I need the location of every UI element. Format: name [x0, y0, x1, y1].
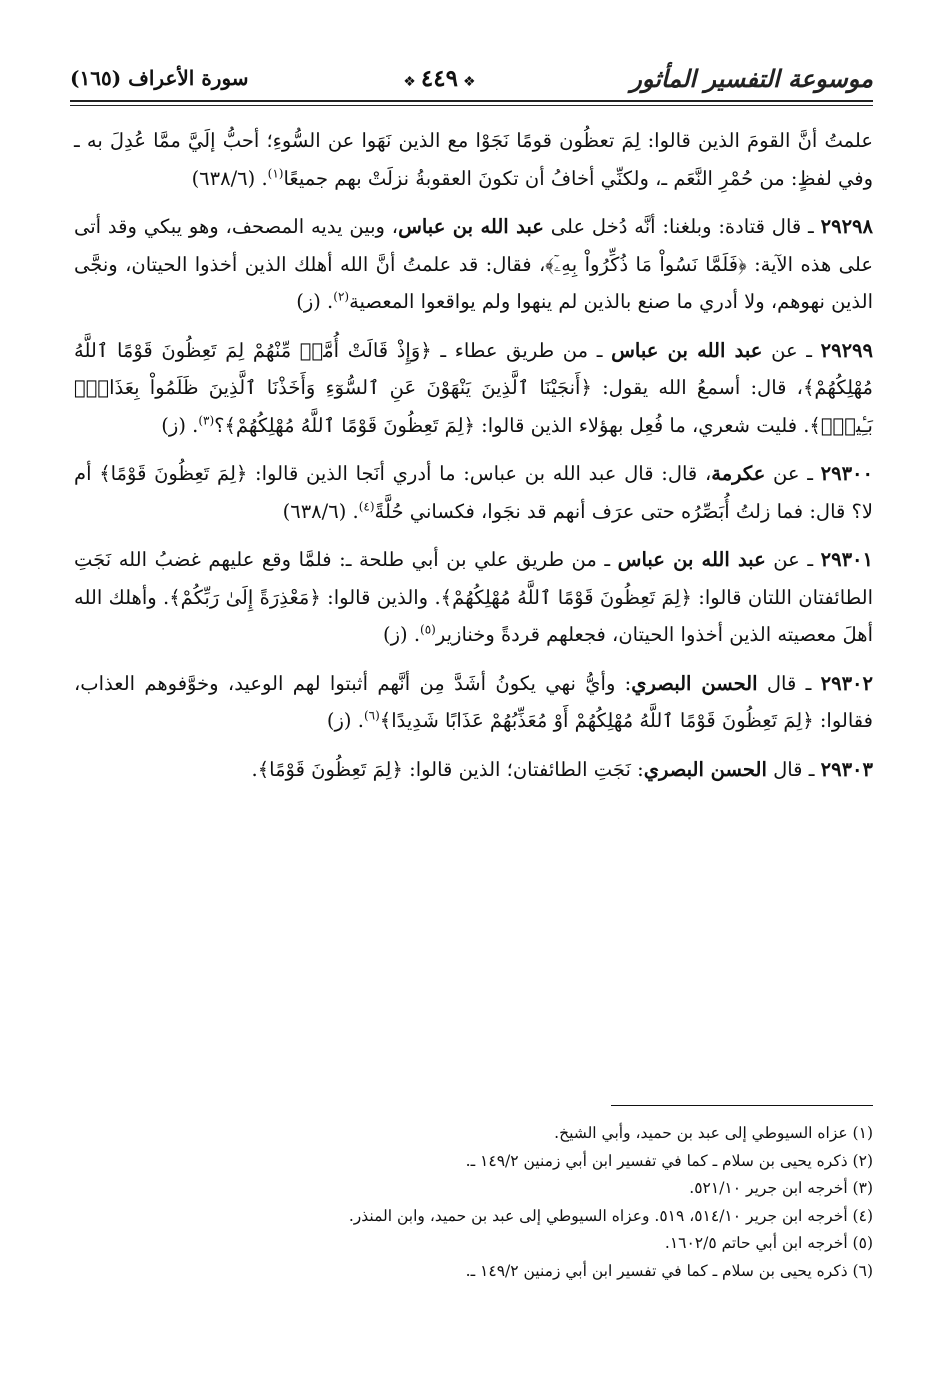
footnote-ref: (٤) [358, 499, 375, 513]
footnote-divider [611, 1105, 873, 1106]
footnote-ref: (٢) [333, 289, 350, 304]
entry-text: : وأيُّ نهي يكونُ أشَدَّ مِن أنَّهم أثبتوا لهم الوعيد، وخوَّفوهم العذاب، فقالوا: ﴿لِمَ تَعِظُونَ قَوْمًا ٱللَّهُ مُهْلِكُهُمْ أَوْ مُعَذِّبُهُمْ عَذَابًا شَدِيدًا﴾ [74, 671, 873, 732]
intro-text: علمتُ أنَّ القومَ الذين قالوا: لِمَ تعظُون قومًا نَجَوْا مع الذين نَهَوا عن السُّوءِ؛ أحبُّ إلَيَّ ممَّا عُدِلَ به ـ وفي لفظٍ: من حُمْرِ النَّعَم ـ، ولكنِّي أخافُ أن تكونَ العقوبةُ نزلَتْ بهم جميعًا [74, 129, 873, 190]
entry-prefix: ـ قال [757, 671, 821, 695]
entry-prefix: ـ قال [766, 757, 821, 781]
entry-prefix: ـ عن [765, 462, 821, 485]
entry-paragraph [74, 751, 873, 789]
entry-prefix: ـ عن [762, 338, 821, 362]
footnote-ref: (١) [267, 166, 284, 180]
entry-prefix: ـ عن [765, 548, 821, 571]
citation: . (ز) [326, 709, 364, 732]
footnote-ref: (٦) [363, 708, 380, 723]
citation: . (ز) [161, 413, 199, 437]
entry-number: ٢٩٣٠١ [820, 548, 873, 571]
entry-text: : نَجَتِ الطائفتان؛ الذين قالوا: ﴿لِمَ تَعِظُونَ قَوْمًا﴾. [251, 757, 644, 781]
running-header [70, 58, 873, 98]
citation: . (٦٣٨/٦) [191, 166, 268, 190]
footnote-ref: (٣) [198, 413, 215, 427]
narrator-name: عبد الله بن عباس [611, 338, 763, 362]
ornament-icon: ❖ [403, 73, 416, 90]
entry-paragraph [74, 332, 873, 445]
main-text [74, 122, 873, 799]
footnote: (٦) ذكره يحيى بن سلام ـ كما في تفسير ابن أبي زمنين ١٤٩/٢ ـ. [465, 1261, 873, 1280]
ornament-icon: ❖ [463, 73, 476, 90]
citation: . (ز) [382, 623, 421, 646]
footnote: (٢) ذكره يحيى بن سلام ـ كما في تفسير ابن أبي زمنين ١٤٩/٢ ـ. [465, 1151, 873, 1170]
citation: . (٦٣٨/٦) [282, 499, 359, 523]
footnote: (٥) أخرجه ابن أبي حاتم ١٦٠٢/٥. [664, 1234, 873, 1252]
header-rule-thick [70, 100, 873, 102]
page-number: ٤٤٩ [420, 64, 458, 92]
entry-number: ٢٩٣٠٣ [820, 757, 873, 781]
entry-paragraph [74, 455, 873, 530]
page-number-block [403, 65, 475, 92]
narrator-name: عكرمة [711, 462, 766, 485]
footnote: (١) عزاه السيوطي إلى عبد بن حميد، وأبي الشيخ. [554, 1124, 873, 1142]
footnote: (٣) أخرجه ابن جرير ٥٢١/١٠. [689, 1179, 873, 1197]
footnote-ref: (٥) [420, 622, 436, 637]
entry-number: ٢٩٣٠٢ [820, 671, 874, 695]
footnotes [74, 1120, 873, 1285]
narrator-name: الحسن البصري [643, 757, 767, 781]
narrator-name: عبد الله بن عباس [398, 215, 544, 238]
entry-paragraph [74, 208, 873, 321]
entry-text: ـ من طريق عطاء ـ ﴿وَإِذْ قَالَتْ أُمَّةٞ مِّنْهُمْ لِمَ تَعِظُونَ قَوْمًا ٱللَّهُ مُهْلِكُهُمْ﴾، قال: أسمعُ الله يقول: ﴿أَنجَيْنَا ٱلَّذِينَ يَنْهَوْنَ عَنِ ٱلسُّوٓءِ وَأَخَذْنَا ٱلَّذِينَ ظَلَمُواْ بِعَذَابِۭ بَـِٔيسِۭ﴾. فليت شعري، ما فُعِل بهؤلاء الذين قالوا: ﴿لِمَ تَعِظُونَ قَوْمًا ٱللَّهُ مُهْلِكُهُمْ﴾؟ [74, 338, 873, 437]
entry-paragraph [74, 541, 873, 654]
entry-text: ، قال: قال عبد الله بن عباس: ما أدري أنَجا الذين قالوا: ﴿لِمَ تَعِظُونَ قَوْمًا﴾ أم لا؟ قال: فما زلتُ أُبَصِّرُه حتى عرَف أنهم قد نجَوا، فكساني حُلَّةً [74, 462, 873, 523]
entry-text: ، وبين يديه المصحف، وهو يبكي وقد أتى على هذه الآية: ﴿فَلَمَّا نَسُواْ مَا ذُكِّرُواْ بِهِۦٓ﴾، فقال: قد علمتُ أنَّ الله أهلك الذين أخذوا الحيتان، ونجَّى الذين نهوهم، ولا أدري ما صنع بالذين لم ينهوا ولم يواقعوا المعصية [74, 215, 873, 313]
header-rule-thin [70, 105, 873, 106]
entry-text: ـ من طريق علي بن أبي طلحة ـ: فلمَّا وقع عليهم غضبُ الله نَجَتِ الطائفتان اللتان قالوا: ﴿لِمَ تَعِظُونَ قَوْمًا ٱللَّهُ مُهْلِكُهُمْ﴾. والذين قالوا: ﴿مَعْذِرَةً إِلَىٰ رَبِّكُمْ﴾. وأهلك الله أهلَ معصيته الذين أخذوا الحيتان، فجعلهم قردةً وخنازير [74, 548, 873, 646]
entry-prefix: ـ قال قتادة: وبلغنا: أنَّه دُخل على [543, 215, 821, 238]
book-title: موسوعة التفسير المأثور [630, 63, 873, 93]
entry-number: ٢٩٣٠٠ [820, 462, 873, 485]
entry-number: ٢٩٢٩٨ [820, 215, 873, 238]
surah-title: سورة الأعراف (١٦٥) [70, 66, 249, 90]
narrator-name: عبد الله بن عباس [617, 548, 766, 571]
entry-number: ٢٩٢٩٩ [820, 338, 873, 362]
footnote: (٤) أخرجه ابن جرير ٥١٤/١٠، ٥١٩. وعزاه السيوطي إلى عبد بن حميد، وابن المنذر. [348, 1206, 873, 1225]
citation: . (ز) [296, 290, 334, 313]
narrator-name: الحسن البصري [631, 671, 758, 695]
entry-paragraph [74, 665, 873, 740]
intro-paragraph [74, 122, 873, 197]
